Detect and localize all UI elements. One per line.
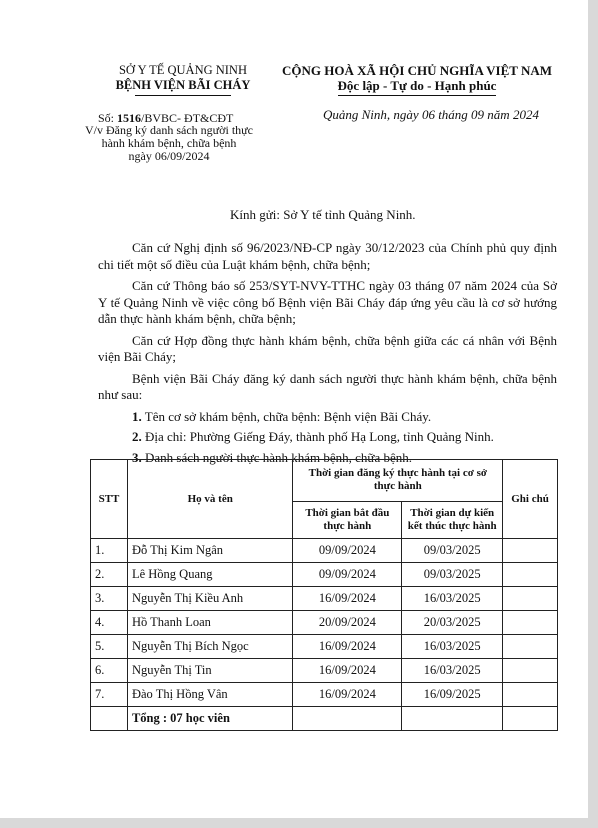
row-stt: 2. bbox=[91, 563, 128, 587]
row-start: 09/09/2024 bbox=[293, 539, 402, 563]
row-name: Đào Thị Hồng Vân bbox=[127, 683, 292, 707]
row-stt: 5. bbox=[91, 635, 128, 659]
paragraph: Căn cứ Hợp đồng thực hành khám bệnh, chữa bệnh giữa các cá nhân với Bệnh viện Bãi Cháy; bbox=[98, 332, 557, 364]
subject-line: ngày 06/09/2024 bbox=[128, 149, 210, 163]
table-row bbox=[91, 635, 558, 659]
table-row bbox=[91, 683, 558, 707]
recipient-line: Kính gửi: Sở Y tế tỉnh Quảng Ninh. bbox=[230, 207, 416, 222]
table-row bbox=[91, 563, 558, 587]
paragraph: Căn cứ Thông báo số 253/SYT-NVY-TTHC ngày 03 tháng 07 năm 2024 của Sở Y tế Quảng Ninh về việc công bố Bệnh viện Bãi Cháy đáp ứng yêu cầu là cơ sở hướng dẫn thực hành khám bệnh, chữa bệnh; bbox=[98, 278, 557, 326]
paragraph: Bệnh viện Bãi Cháy đăng ký danh sách người thực hành khám bệnh, chữa bệnh như sau: bbox=[98, 370, 557, 402]
item-text: Danh sách người thực hành khám bệnh, chữa bệnh. bbox=[141, 449, 412, 465]
table-row bbox=[91, 611, 558, 635]
row-stt: 7. bbox=[91, 683, 128, 707]
table-row bbox=[91, 587, 558, 611]
total-note bbox=[503, 707, 558, 731]
document-date: Quảng Ninh, ngày 06 tháng 09 năm 2024 bbox=[323, 107, 539, 122]
table-row bbox=[91, 539, 558, 563]
header-end: Thời gian dự kiến kết thúc thực hành bbox=[402, 501, 503, 538]
row-name: Nguyễn Thị Tin bbox=[127, 659, 292, 683]
row-stt: 4. bbox=[91, 611, 128, 635]
issuing-org: SỞ Y TẾ QUẢNG NINH bbox=[118, 63, 247, 77]
table-row bbox=[91, 659, 558, 683]
row-name: Hồ Thanh Loan bbox=[127, 611, 292, 635]
motto-underline bbox=[338, 95, 496, 96]
row-end: 16/09/2025 bbox=[402, 683, 503, 707]
row-start: 20/09/2024 bbox=[293, 611, 402, 635]
header-name: Họ và tên bbox=[127, 460, 292, 539]
row-note bbox=[503, 587, 558, 611]
agency-underline bbox=[135, 95, 231, 96]
row-start: 16/09/2024 bbox=[293, 635, 402, 659]
item-text: Địa chỉ: Phường Giếng Đáy, thành phố Hạ Long, tỉnh Quảng Ninh. bbox=[141, 429, 494, 444]
row-stt: 1. bbox=[91, 539, 128, 563]
page-shadow-bottom bbox=[0, 818, 598, 828]
ref-suffix: /BVBC- ĐT&CĐT bbox=[141, 111, 234, 125]
table-total-row bbox=[91, 707, 558, 731]
table-header-row bbox=[91, 460, 558, 502]
total-label: Tổng : 07 học viên bbox=[127, 707, 292, 731]
row-name: Lê Hồng Quang bbox=[127, 563, 292, 587]
row-end: 09/03/2025 bbox=[402, 563, 503, 587]
row-note bbox=[503, 563, 558, 587]
row-stt: 6. bbox=[91, 659, 128, 683]
paragraph: Căn cứ Nghị định số 96/2023/NĐ-CP ngày 30/12/2023 của Chính phủ quy định chi tiết một số điều của Luật khám bệnh, chữa bệnh; bbox=[98, 240, 557, 272]
item-number: 3. bbox=[132, 449, 142, 465]
row-name: Đỗ Thị Kim Ngân bbox=[127, 539, 292, 563]
row-end: 20/03/2025 bbox=[402, 611, 503, 635]
row-end: 16/03/2025 bbox=[402, 635, 503, 659]
nation-motto: Độc lập - Tự do - Hạnh phúc bbox=[337, 78, 497, 93]
issuing-hospital: BỆNH VIỆN BÃI CHÁY bbox=[115, 78, 251, 92]
ref-prefix: Số: bbox=[98, 111, 118, 125]
list-item bbox=[98, 409, 557, 426]
row-name: Nguyễn Thị Kiều Anh bbox=[127, 587, 292, 611]
row-note bbox=[503, 635, 558, 659]
row-start: 09/09/2024 bbox=[293, 563, 402, 587]
total-start bbox=[293, 707, 402, 731]
subject-line: hành khám bệnh, chữa bệnh bbox=[101, 136, 237, 150]
ref-number: 1516 bbox=[117, 111, 142, 125]
row-end: 09/03/2025 bbox=[402, 539, 503, 563]
document-subject bbox=[74, 124, 264, 163]
item-number: 2. bbox=[132, 429, 142, 444]
row-note bbox=[503, 659, 558, 683]
issuing-agency-block bbox=[88, 63, 278, 96]
row-note bbox=[503, 611, 558, 635]
header-stt: STT bbox=[91, 460, 128, 539]
document-body bbox=[98, 240, 557, 470]
row-note bbox=[503, 539, 558, 563]
item-number: 1. bbox=[132, 408, 142, 424]
row-end: 16/03/2025 bbox=[402, 659, 503, 683]
row-note bbox=[503, 683, 558, 707]
header-note: Ghi chú bbox=[503, 460, 558, 539]
national-header bbox=[272, 63, 562, 96]
total-stt bbox=[91, 707, 128, 731]
row-start: 16/09/2024 bbox=[293, 659, 402, 683]
row-name: Nguyễn Thị Bích Ngọc bbox=[127, 635, 292, 659]
page-shadow-right bbox=[588, 0, 598, 828]
row-stt: 3. bbox=[91, 587, 128, 611]
row-start: 16/09/2024 bbox=[293, 587, 402, 611]
total-end bbox=[402, 707, 503, 731]
trainee-table bbox=[90, 459, 558, 731]
subject-line: V/v Đăng ký danh sách người thực bbox=[85, 123, 253, 137]
header-period: Thời gian đăng ký thực hành tại cơ sở thực hành bbox=[293, 460, 503, 502]
row-end: 16/03/2025 bbox=[402, 587, 503, 611]
row-start: 16/09/2024 bbox=[293, 683, 402, 707]
header-start: Thời gian bắt đầu thực hành bbox=[293, 501, 402, 538]
list-item bbox=[98, 429, 557, 446]
item-text: Tên cơ sở khám bệnh, chữa bệnh: Bệnh viện Bãi Cháy. bbox=[141, 408, 432, 424]
nation-title: CỘNG HOÀ XÃ HỘI CHỦ NGHĨA VIỆT NAM bbox=[281, 63, 553, 78]
